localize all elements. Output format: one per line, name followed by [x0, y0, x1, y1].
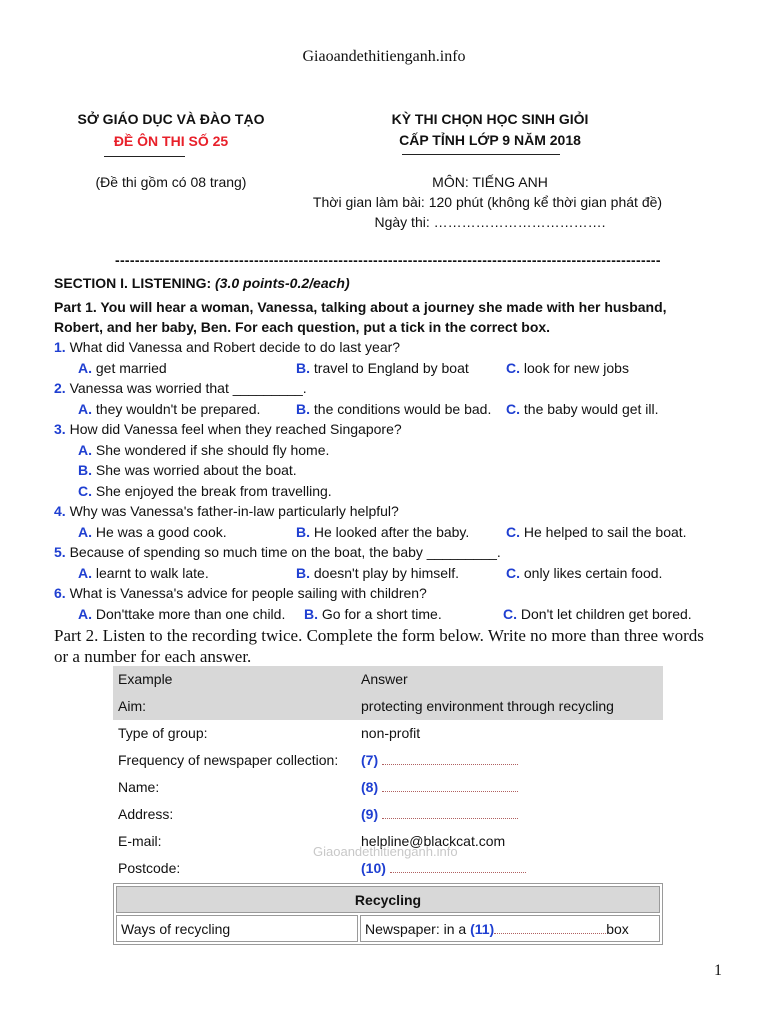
section-points: (3.0 points-0.2/each) [215, 275, 350, 291]
q5-option-b[interactable]: B. doesn't play by himself. [296, 565, 459, 581]
question-3 [54, 421, 402, 437]
q6-option-b[interactable]: B. Go for a short time. [304, 606, 442, 622]
site-title: Giaoandethitienganh.info [302, 48, 466, 65]
form-label: Aim: [118, 698, 146, 714]
answer-line [382, 806, 518, 819]
answer-blank-11[interactable]: Newspaper: in a (11) box [360, 915, 660, 942]
question-text: How did Vanessa feel when they reached Singapore? [65, 421, 402, 437]
subject: MÔN: TIẾNG ANH [432, 174, 548, 190]
q2-option-c[interactable]: C. the baby would get ill. [506, 401, 659, 417]
answer-blank-10[interactable]: (10) [361, 860, 526, 876]
exam-date: Ngày thi: ………………………………. [374, 214, 606, 230]
answer-blank-8[interactable]: (8) [361, 779, 518, 795]
watermark: Giaoandethitienganh.info [313, 844, 458, 859]
recycling-table [113, 883, 663, 945]
section-heading [54, 275, 350, 291]
form-value: non-profit [361, 725, 421, 741]
q3-option-c[interactable]: C. She enjoyed the break from travelling. [78, 483, 332, 499]
question-text: What is Vanessa's advice for people sailing with children? [65, 585, 427, 601]
question-text: Vanessa was worried that _________. [65, 380, 307, 396]
question-number: 6. [54, 585, 66, 601]
answer-line [390, 860, 526, 873]
q6-option-c[interactable]: C. Don't let children get bored. [503, 606, 692, 622]
section-title: SECTION I. LISTENING: [54, 275, 216, 291]
header-underline-right [402, 154, 560, 155]
q4-option-c[interactable]: C. He helped to sail the boat. [506, 524, 687, 540]
question-number: 1. [54, 339, 66, 355]
page-number: 1 [714, 962, 722, 979]
q4-option-b[interactable]: B. He looked after the baby. [296, 524, 470, 540]
part1-instructions-line1: Part 1. You will hear a woman, Vanessa, talking about a journey she made with her husband, [54, 299, 667, 315]
question-2 [54, 380, 307, 396]
answer-line [382, 779, 518, 792]
q2-option-a[interactable]: A. they wouldn't be prepared. [78, 401, 261, 417]
divider-line: -------------------------------------------------------------------------------------------------------------- [115, 252, 661, 268]
answer-line [494, 921, 606, 934]
form-value: helpline@blackcat.com [361, 833, 506, 849]
question-number: 3. [54, 421, 66, 437]
question-number: 2. [54, 380, 66, 396]
question-1 [54, 339, 400, 355]
form-label: Frequency of newspaper collection: [118, 752, 339, 768]
form-label: Example [118, 671, 173, 687]
question-text: Why was Vanessa's father-in-law particularly helpful? [65, 503, 399, 519]
form-value: protecting environment through recycling [361, 698, 614, 714]
q4-option-a[interactable]: A. He was a good cook. [78, 524, 227, 540]
q3-option-b[interactable]: B. She was worried about the boat. [78, 462, 297, 478]
part1-instructions-line2: Robert, and her baby, Ben. For each question, put a tick in the correct box. [54, 319, 551, 335]
answer-blank-7[interactable]: (7) [361, 752, 518, 768]
form-label: Type of group: [118, 725, 208, 741]
question-text: What did Vanessa and Robert decide to do last year? [65, 339, 401, 355]
answer-line [382, 752, 518, 765]
form-label: Name: [118, 779, 160, 795]
page-count-note: (Đề thi gồm có 08 trang) [95, 174, 247, 190]
recycling-label: Ways of recycling [116, 915, 358, 942]
q1-option-b[interactable]: B. travel to England by boat [296, 360, 469, 376]
question-5 [54, 544, 501, 560]
exam-title: KỲ THI CHỌN HỌC SINH GIỎI [391, 111, 589, 127]
form-label: E-mail: [118, 833, 162, 849]
question-number: 4. [54, 503, 66, 519]
header-underline-left [104, 156, 185, 157]
form-label: Postcode: [118, 860, 181, 876]
exam-number: ĐỀ ÔN THI SỐ 25 [113, 133, 229, 149]
q3-option-a[interactable]: A. She wondered if she should fly home. [78, 442, 330, 458]
answer-blank-9[interactable]: (9) [361, 806, 518, 822]
form-label: Address: [118, 806, 174, 822]
recycling-header: Recycling [116, 886, 660, 913]
q1-option-c[interactable]: C. look for new jobs [506, 360, 629, 376]
form-value: Answer [361, 671, 408, 687]
question-text: Because of spending so much time on the boat, the baby _________. [65, 544, 501, 560]
question-number: 5. [54, 544, 66, 560]
q5-option-a[interactable]: A. learnt to walk late. [78, 565, 209, 581]
q5-option-c[interactable]: C. only likes certain food. [506, 565, 663, 581]
time-allowed: Thời gian làm bài: 120 phút (không kể thời gian phát đề) [312, 194, 663, 210]
q1-option-a[interactable]: A. get married [78, 360, 167, 376]
department-name: SỞ GIÁO DỤC VÀ ĐÀO TẠO [77, 111, 265, 127]
question-4 [54, 503, 399, 519]
part2-instructions: Part 2. Listen to the recording twice. Complete the form below. Write no more than three words or a number for each answer. [54, 626, 704, 666]
question-6 [54, 585, 427, 601]
exam-level: CẤP TỈNH LỚP 9 NĂM 2018 [399, 132, 581, 148]
q2-option-b[interactable]: B. the conditions would be bad. [296, 401, 492, 417]
q6-option-a[interactable]: A. Don'ttake more than one child. [78, 606, 286, 622]
